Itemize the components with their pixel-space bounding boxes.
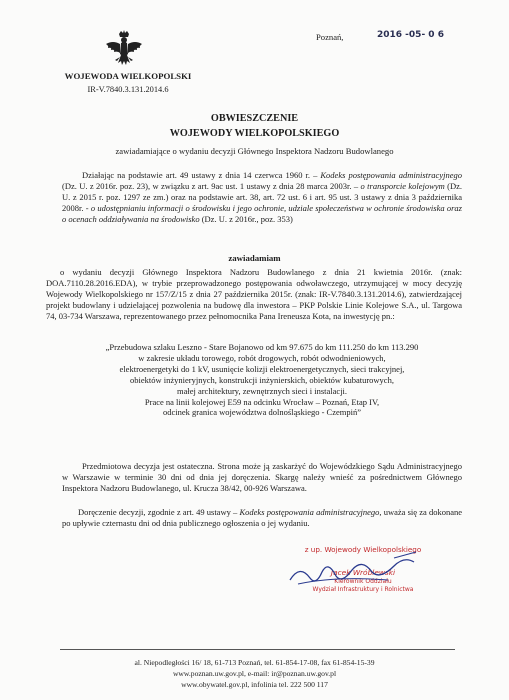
investment-line: „Przebudowa szlaku Leszno - Stare Bojanowo od km 97.675 do km 111.250 do km 113.290 [105,342,419,352]
text-run: o udostępnianiu informacji o środowisku i jego ochronie, udziale społeczeństwa w ochronie środowiska oraz o ocenach oddziaływania na środowisko [62,202,462,224]
stamp-authorization: z up. Wojewody Wielkopolskiego [304,545,422,554]
stamp-role: Kierownik Oddziału [334,578,392,585]
text-run: (Dz. U. z 2015 r. poz. 1297 ze zm.) oraz na podstawie art. 38, art. 72 ust. 6 i art. 95 ust. 3 ustawy z dnia 3 października 2008r. - [62,180,462,213]
delivery-paragraph [62,507,462,529]
footer-address: al. Niepodległości 16/ 18, 61-713 Poznań, tel. 61-854-17-08, fax 61-854-15-39 [134,658,375,667]
polish-eagle-emblem-icon [104,30,144,70]
stamp-name: Jacek Wróblewski [330,568,396,577]
stamp-department: Wydział Infrastruktury i Rolnictwa [312,586,414,593]
investment-line: odcinek granica województwa dolnośląskiego - Czempiń” [162,407,362,418]
investment-line: elektroenergetyki do 1 kV, usunięcie kolizji elektroenergetycznych, sieci trakcyjnej, [119,363,405,374]
document-subtitle: zawiadamiające o wydaniu decyzji Głównego Inspektora Nadzoru Budowlanego [115,146,394,156]
section-heading: zawiadamiam [228,253,281,263]
place-label: Poznań, [316,32,344,42]
legal-basis-paragraph [62,170,462,225]
investment-line: w zakresie układu torowego, robót drogowych, robót odwodnieniowych, [138,352,386,363]
document-title-issuer: WOJEWODY WIELKOPOLSKIEGO [169,128,340,139]
footer-web-email: www.poznan.uw.gov.pl, e-mail: ir@poznan.uw.gov.pl [172,669,337,678]
investment-line: Prace na linii kolejowej E59 na odcinku Wrocław – Poznań, Etap IV, [144,396,380,407]
finality-paragraph: Przedmiotowa decyzja jest ostateczna. Strona może ją zaskarżyć do Wojewódzkiego Sądu Administracyjnego w Warszawie w terminie 30 dni od dnia jej doręczenia. Skargę należy wnieść za pośrednictwem Głównego Inspektora Nadzoru Budowlanego, ul. Krucza 38/42, 00-926 Warszawa. [62,461,462,493]
decision-paragraph: o wydaniu decyzji Głównego Inspektora Nadzoru Budowlanego z dnia 21 kwietnia 2016r. (znak: DOA.7110.28.2016.EDA), w trybie przeprowadzonego postępowania odwoławczego, utrzymującej w mocy decyzję Wojewody Wielkopolskiego nr 157/Z/15 z dnia 27 października 2015r. (znak: IR-V.7840.3.131.2014.6), zatwierdzającej projekt budowlany i udzielającej pozwolenia na budowę dla inwestora – PKP Polskie Linie Kolejowe S.A., ul. Targowa 74, 03-734 Warszawa, reprezentowanego przez pełnomocnika Pana Ireneusza Kota, na inwestycję pn.: [46,267,462,321]
date-stamp: 2016 -05- 0 6 [377,30,444,40]
footer-divider [60,649,455,650]
text-run: Kodeks postępowania administracyjnego [239,507,380,517]
text-run: (Dz. U. z 2016r. poz. 23), w związku z art. 9ac ust. 1 ustawy z dnia 28 marca 2003r. – [62,180,361,191]
text-run: Doręczenie decyzji, zgodnie z art. 49 ustawy – [78,507,240,517]
text-run: Działając na podstawie art. 49 ustawy z dnia 14 czerwca 1960 r. – [82,170,321,180]
document-title: OBWIESZCZENIE [210,113,299,124]
text-run: Kodeks postępowania administracyjnego [320,170,462,180]
text-run: o transporcie kolejowym [360,180,445,191]
investment-name [62,342,462,418]
issuing-authority: WOJEWODA WIELKOPOLSKI [64,71,192,81]
handwritten-signature [276,550,426,590]
investment-line: małej architektury, zewnętrznych sieci i instalacji. [176,385,348,396]
text-run: (Dz. U. z 2016r., poz. 353) [199,213,293,224]
reference-number: IR-V.7840.3.131.2014.6 [87,85,169,94]
text-run: , uważa się za dokonane po upływie czternastu dni od dnia publicznego ogłoszenia o jej wydaniu. [62,507,463,528]
investment-line: obiektów inżynieryjnych, konstrukcji inżynierskich, obiektów kubaturowych, [130,374,394,385]
footer-hotline: www.obywatel.gov.pl, infolinia tel. 222 500 117 [181,680,328,689]
